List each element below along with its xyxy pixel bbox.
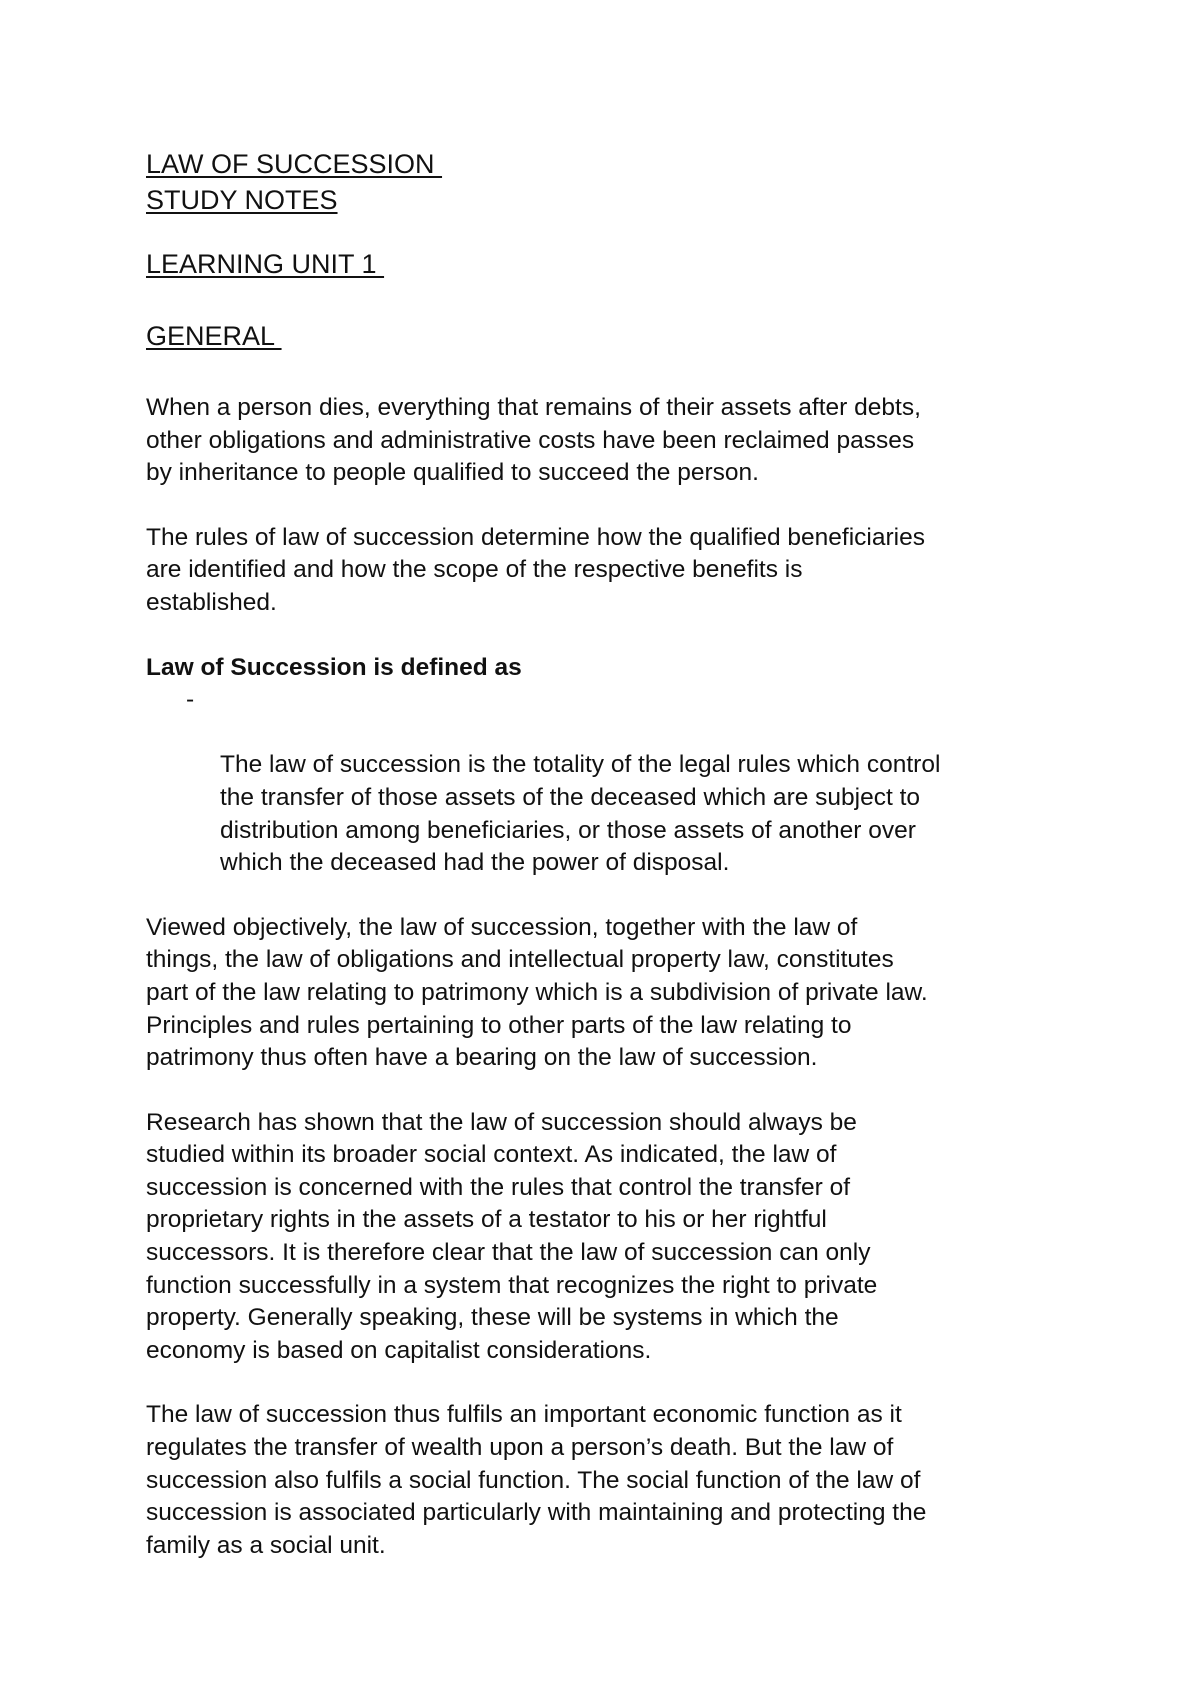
definition-text: The law of succession is the totality of the legal rules which control the transfer of those assets of the deceased which are subject to distribution among beneficiaries, or those assets of another over which the deceased had the power of disposal. (220, 751, 941, 877)
general-section-heading: GENERAL (146, 321, 282, 351)
title-line-law-of-succession: LAW OF SUCCESSION (146, 149, 443, 179)
paragraph-inheritance: When a person dies, everything that remains of their assets after debts, other obligations and administrative costs have been reclaimed passes by inheritance to people qualified to succeed the person. (146, 394, 921, 487)
definition-heading: Law of Succession is defined as (146, 653, 522, 681)
definition-list (146, 684, 1076, 880)
paragraph-objective-view: Viewed objectively, the law of succession, together with the law of things, the law of obligations and intellectual property law, constitutes part of the law relating to patrimony which is a subdivision of private law. Principles and rules pertaining to other parts of the law relating to patrimony thus often have a bearing on the law of succession. (146, 913, 928, 1072)
definition-item (146, 684, 1076, 880)
paragraph-social-context: Research has shown that the law of succession should always be studied within its broader social context. As indicated, the law of succession is concerned with the rules that control the transfer of proprietary rights in the assets of a testator to his or her rightful successors. It is therefore clear that the law of succession can only function successfully in a system that recognizes the right to private property. Generally speaking, these will be systems in which the economy is based on capitalist considerations. (146, 1108, 878, 1364)
paragraph-rules: The rules of law of succession determine how the qualified beneficiaries are identified and how the scope of the respective benefits is established. (146, 523, 925, 616)
learning-unit-heading: LEARNING UNIT 1 (146, 249, 385, 279)
document-title (146, 146, 1076, 218)
title-line-study-notes: STUDY NOTES (146, 185, 338, 215)
bullet-dash: - (186, 686, 195, 714)
document-body (146, 146, 1076, 1594)
paragraph-economic-function: The law of succession thus fulfils an important economic function as it regulates the transfer of wealth upon a person’s death. But the law of succession also fulfils a social function. The social function of the law of succession is associated particularly with maintaining and protecting the family as a social unit. (146, 1401, 927, 1559)
